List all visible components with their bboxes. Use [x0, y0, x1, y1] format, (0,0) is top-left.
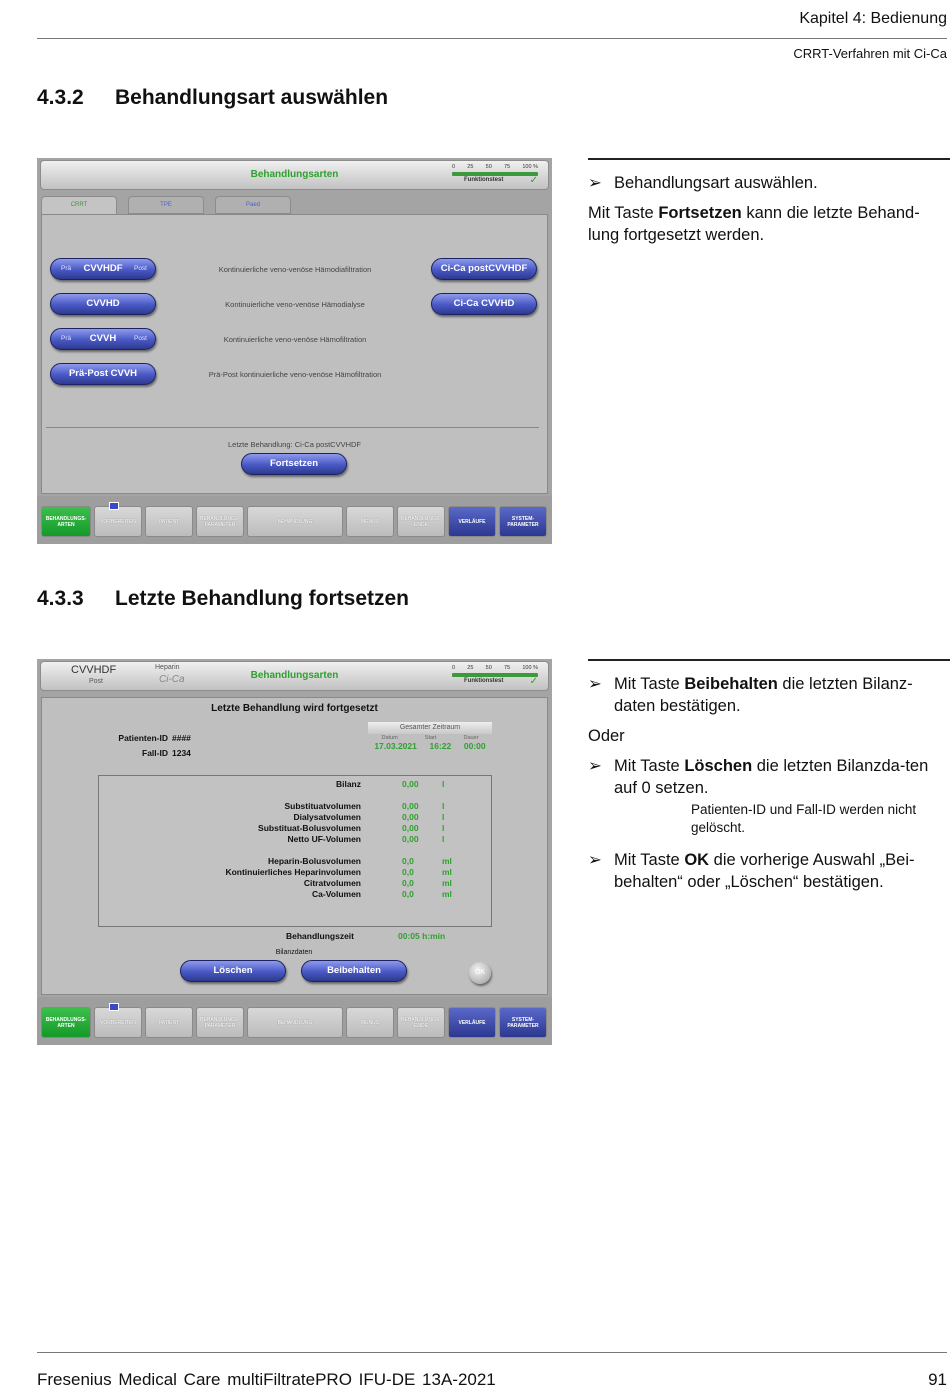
chapter-header: Kapitel 4: Bedienung	[799, 10, 947, 27]
keep-button[interactable]: Beibehalten	[301, 960, 407, 982]
nav-treatment-types[interactable]: BEHANDLUNGS-ARTEN	[41, 506, 91, 537]
section-subtitle: CRRT-Verfahren mit Ci-Ca	[793, 46, 947, 61]
window-icon	[109, 502, 119, 510]
tab-tpe[interactable]: TPE	[128, 196, 204, 214]
total-period-box: Gesamter Zeitraum Datum Start Dauer 17.03.2021 16:22 00:00	[368, 722, 492, 758]
screenshot-treatment-types	[37, 158, 552, 544]
continue-explanation: Mit Taste Fortsetzen kann die letzte Behand-lung fortgesetzt werden.	[588, 204, 920, 244]
cica-postcvvhdf-button[interactable]: Ci-Ca postCVVHDF	[431, 258, 537, 280]
step-keep: ➢ Mit Taste Beibehalten die letzten Bilanz-daten bestätigen.	[588, 675, 913, 715]
step-select-type: ➢ Behandlungsart auswählen.	[588, 174, 818, 192]
function-test-scale: 0 25 50 75 100 % Funktionstest ✓	[452, 164, 538, 186]
nav-treatment-parameters[interactable]: BEHANDLUNGS-PARAMETER	[196, 1007, 244, 1038]
nav-prepare[interactable]: VORBEREITEN	[94, 506, 142, 537]
delete-button[interactable]: Löschen	[180, 960, 286, 982]
balance-table: Bilanz 0,00 l Substituatvolumen 0,00 l Dialysatvolumen 0,00 l Substituat-Bolusvolumen 0,00 l Netto UF-Volumen 0,00 l Heparin-Bolusvolumen 0,0 ml Kontinuierliches Heparinvolumen 0,0 ml Citratvolumen 0,0 ml Ca-Volumen 0,0 ml	[98, 775, 492, 927]
nav-prepare[interactable]: VORBEREITEN	[94, 1007, 142, 1038]
continue-button[interactable]: Fortsetzen	[241, 453, 347, 475]
section-title-433: 4.3.3 Letzte Behandlung fortsetzen	[37, 587, 410, 610]
nav-treatment-parameters[interactable]: BEHANDLUNGS-PARAMETER	[196, 506, 244, 537]
cvvhdf-button[interactable]: Prä CVVHDF Post	[50, 258, 156, 280]
tab-crrt[interactable]: CRRT	[41, 196, 117, 215]
page-number: 91	[928, 1370, 947, 1389]
pre-post-cvvh-description: Prä-Post kontinuierliche veno-venöse Hämofiltration	[208, 370, 382, 379]
screen-topbar: Behandlungsarten 0 25 50 75 100 % Funktionstest ✓	[40, 160, 549, 190]
nav-treatment-types[interactable]: BEHANDLUNGS-ARTEN	[41, 1007, 91, 1038]
ok-button[interactable]: OK	[469, 962, 491, 984]
cvvhd-description: Kontinuierliche veno-venöse Hämodialyse	[225, 300, 365, 309]
nav-patient[interactable]: PATIENT	[145, 1007, 193, 1038]
ids-not-deleted-note: Patienten-ID und Fall-ID werden nicht gelöscht.	[691, 802, 917, 835]
nav-patient[interactable]: PATIENT	[145, 506, 193, 537]
cvvh-button[interactable]: Prä CVVH Post	[50, 328, 156, 350]
treatment-tabs	[41, 196, 302, 215]
nav-system-parameters[interactable]: SYSTEM-PARAMETER	[499, 506, 547, 537]
cvvh-description: Kontinuierliche veno-venöse Hämofiltration	[223, 335, 367, 344]
nav-histories[interactable]: VERLÄUFE	[448, 1007, 496, 1038]
nav-menus[interactable]: MENUS	[346, 506, 394, 537]
pre-post-cvvh-button[interactable]: Prä-Post CVVH	[50, 363, 156, 385]
nav-treatment-end[interactable]: BEHANDLUNGS-ENDE	[397, 1007, 445, 1038]
oder-label: Oder	[588, 727, 625, 745]
nav-system-parameters[interactable]: SYSTEM-PARAMETER	[499, 1007, 547, 1038]
check-icon: ✓	[529, 676, 538, 687]
nav-treatment[interactable]: BEHANDLUNG	[247, 1007, 343, 1038]
footer-divider	[37, 1352, 947, 1353]
window-icon	[109, 1003, 119, 1011]
last-treatment-label: Letzte Behandlung: Ci-Ca postCVVHDF	[228, 440, 361, 449]
footer-publisher: Fresenius Medical Care multiFiltratePRO IFU-DE 13A-2021	[37, 1370, 496, 1389]
screen-topbar: CVVHDF Post Heparin Ci-Ca Behandlungsarten 0 25 50 75 100 % Funktionstest ✓	[40, 661, 549, 691]
panel-heading: Letzte Behandlung wird fortgesetzt	[211, 703, 378, 714]
panel-divider	[46, 427, 539, 428]
nav-bar	[37, 997, 552, 1045]
step-ok: ➢ Mit Taste OK die vorherige Auswahl „Bei-behalten“ oder „Löschen“ bestätigen.	[588, 851, 915, 891]
nav-treatment[interactable]: BEHANDLUNG	[247, 506, 343, 537]
treatment-panel	[41, 214, 548, 494]
screenshot-last-treatment	[37, 659, 552, 1045]
function-test-scale: 0 25 50 75 100 % Funktionstest ✓	[452, 665, 538, 687]
last-treatment-panel: Letzte Behandlung wird fortgesetzt Patienten-ID #### Fall-ID 1234 Gesamter Zeitraum Datum Start Dauer 17.03.2021 16:22 00:00 Bilanz 0,00 l Substituatvolumen 0,00 l Dialysatvolumen 0,00 l Substituat-Bolusvolumen 0,00 l Netto UF-Volumen 0,00 l Heparin-Bolusvolumen 0,0 ml Kontinuierliches Heparinvolumen 0,0 ml Citratvolumen 0,0 ml Ca-Volumen 0,0 ml Behandlungszeit 00:05 h:min Bilanzdaten Löschen Beibehalten OK	[41, 697, 548, 995]
instructions-433	[588, 659, 950, 901]
nav-menus[interactable]: MENUS	[346, 1007, 394, 1038]
cvvhd-button[interactable]: CVVHD	[50, 293, 156, 315]
header-divider	[37, 38, 947, 39]
step-delete: ➢ Mit Taste Löschen die letzten Bilanzda-ten auf 0 setzen.	[588, 757, 929, 797]
nav-histories[interactable]: VERLÄUFE	[448, 506, 496, 537]
cica-cvvhd-button[interactable]: Ci-Ca CVVHD	[431, 293, 537, 315]
nav-treatment-end[interactable]: BEHANDLUNGS-ENDE	[397, 506, 445, 537]
section-title-432: 4.3.2 Behandlungsart auswählen	[37, 86, 389, 109]
check-icon: ✓	[529, 175, 538, 186]
instructions-432	[588, 158, 950, 254]
nav-bar	[37, 496, 552, 544]
cvvhdf-description: Kontinuierliche veno-venöse Hämodiafiltration	[218, 265, 372, 274]
tab-paed[interactable]: Paed	[215, 196, 291, 214]
